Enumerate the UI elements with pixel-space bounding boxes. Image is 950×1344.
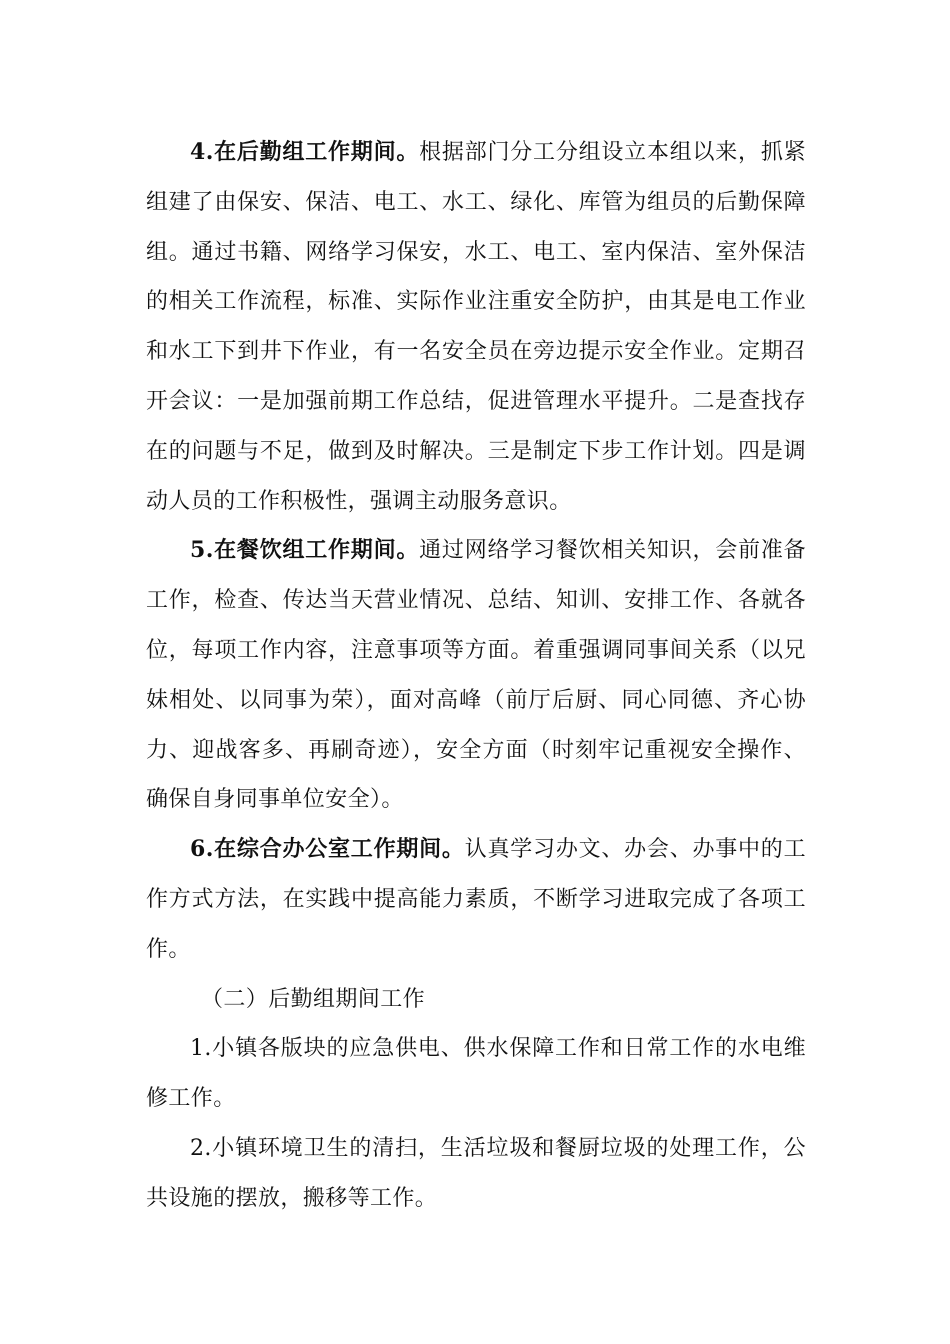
- list-item: 1.小镇各版块的应急供电、供水保障工作和日常工作的水电维修工作。: [146, 1036, 806, 1112]
- document-body: [146, 128, 806, 1224]
- paragraph-lead: 4.在后勤组工作期间。: [190, 139, 420, 165]
- paragraph-text: 认真学习办文、办会、办事中的工作方式方法，在实践中提高能力素质，不断学习进取完成了各项工作。: [146, 837, 806, 962]
- section-heading: （二）后勤组期间工作: [201, 986, 426, 1012]
- paragraph-text: 通过网络学习餐饮相关知识，会前准备工作，检查、传达当天营业情况、总结、知训、安排工作、各就各位，每项工作内容，注意事项等方面。着重强调同事间关系（以兄妹相处、以同事为荣），面对高峰（前厅后厨、同心同德、齐心协力、迎战客多、再刷奇迹），安全方面（时刻牢记重视安全操作、确保自身同事单位安全）。: [146, 538, 806, 813]
- paragraph-text: 根据部门分工分组设立本组以来，抓紧组建了由保安、保洁、电工、水工、绿化、库管为组员的后勤保障组。通过书籍、网络学习保安，水工、电工、室内保洁、室外保洁的相关工作流程，标准、实际作业注重安全防护，由其是电工作业和水工下到井下作业，有一名安全员在旁边提示安全作业。定期召开会议：一是加强前期工作总结，促进管理水平提升。二是查找存在的问题与不足，做到及时解决。三是制定下步工作计划。四是调动人员的工作积极性，强调主动服务意识。: [146, 140, 806, 514]
- list-item: 2.小镇环境卫生的清扫，生活垃圾和餐厨垃圾的处理工作，公共设施的摆放，搬移等工作。: [146, 1135, 806, 1211]
- paragraph-lead: 6.在综合办公室工作期间。: [190, 836, 465, 863]
- paragraph-catering-group: [146, 526, 806, 825]
- paragraph-logistics-group: [146, 128, 806, 526]
- paragraph-lead: 5.在餐饮组工作期间。: [190, 537, 420, 564]
- paragraph-general-office: [146, 825, 806, 974]
